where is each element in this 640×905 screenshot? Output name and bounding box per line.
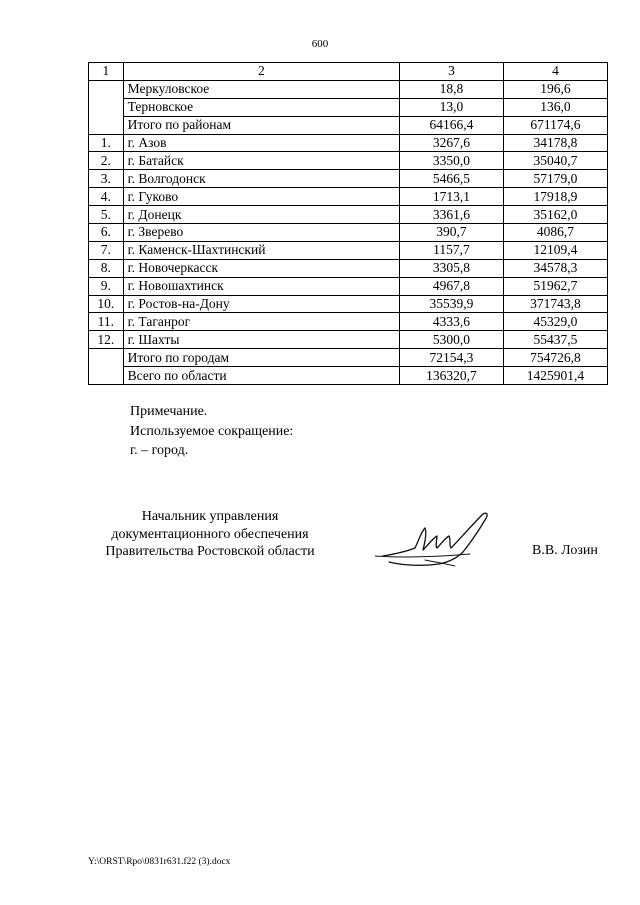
signatory-title-line-3: Правительства Ростовской области bbox=[105, 544, 315, 559]
row-name-cell: г. Таганрог bbox=[123, 313, 399, 331]
row-name-cell: г. Каменск-Шахтинский bbox=[123, 241, 399, 259]
row-name-cell: Меркуловское bbox=[123, 80, 399, 98]
row-number-cell: 12. bbox=[89, 331, 124, 349]
row-name-cell: Итого по районам bbox=[123, 116, 399, 134]
row-number-cell bbox=[89, 349, 124, 385]
row-value-2-cell: 17918,9 bbox=[503, 188, 607, 206]
row-number-cell: 9. bbox=[89, 277, 124, 295]
row-value-1-cell: 72154,3 bbox=[399, 349, 503, 367]
header-cell-1: 1 bbox=[89, 63, 124, 81]
row-number-cell: 8. bbox=[89, 259, 124, 277]
row-number-cell: 4. bbox=[89, 188, 124, 206]
row-value-1-cell: 18,8 bbox=[399, 80, 503, 98]
row-number-cell: 3. bbox=[89, 170, 124, 188]
header-cell-2: 2 bbox=[123, 63, 399, 81]
signature-block bbox=[0, 508, 640, 578]
row-value-1-cell: 390,7 bbox=[399, 224, 503, 242]
row-name-cell: Терновское bbox=[123, 98, 399, 116]
table-header-row bbox=[89, 63, 608, 81]
row-name-cell: г. Шахты bbox=[123, 331, 399, 349]
row-value-1-cell: 136320,7 bbox=[399, 367, 503, 385]
row-number-cell: 2. bbox=[89, 152, 124, 170]
note-abbreviation-label: Используемое сокращение: bbox=[130, 423, 294, 439]
table-row bbox=[89, 241, 608, 259]
row-value-2-cell: 371743,8 bbox=[503, 295, 607, 313]
row-value-2-cell: 34578,3 bbox=[503, 259, 607, 277]
row-number-cell: 1. bbox=[89, 134, 124, 152]
row-name-cell: г. Донецк bbox=[123, 206, 399, 224]
table-row bbox=[89, 98, 608, 116]
header-cell-3: 3 bbox=[399, 63, 503, 81]
row-name-cell: г. Азов bbox=[123, 134, 399, 152]
row-value-1-cell: 5300,0 bbox=[399, 331, 503, 349]
row-name-cell: г. Гуково bbox=[123, 188, 399, 206]
table-row bbox=[89, 259, 608, 277]
row-number-cell: 11. bbox=[89, 313, 124, 331]
row-name-cell: г. Новочеркасск bbox=[123, 259, 399, 277]
data-table bbox=[88, 62, 608, 385]
row-value-1-cell: 3350,0 bbox=[399, 152, 503, 170]
row-value-1-cell: 35539,9 bbox=[399, 295, 503, 313]
row-value-1-cell: 4967,8 bbox=[399, 277, 503, 295]
row-name-cell: г. Ростов-на-Дону bbox=[123, 295, 399, 313]
table-row bbox=[89, 188, 608, 206]
row-value-2-cell: 671174,6 bbox=[503, 116, 607, 134]
row-number-cell: 5. bbox=[89, 206, 124, 224]
row-value-1-cell: 5466,5 bbox=[399, 170, 503, 188]
handwritten-signature-icon bbox=[375, 510, 505, 572]
signatory-title-line-1: Начальник управления bbox=[141, 509, 279, 524]
row-value-2-cell: 136,0 bbox=[503, 98, 607, 116]
table-row bbox=[89, 134, 608, 152]
row-name-cell: г. Новошахтинск bbox=[123, 277, 399, 295]
table-row bbox=[89, 313, 608, 331]
table-row bbox=[89, 277, 608, 295]
row-value-1-cell: 64166,4 bbox=[399, 116, 503, 134]
signatory-title-line-2: документационного обеспечения bbox=[111, 526, 309, 542]
signatory-title bbox=[60, 508, 360, 561]
row-value-2-cell: 35162,0 bbox=[503, 206, 607, 224]
row-value-2-cell: 4086,7 bbox=[503, 224, 607, 242]
row-value-2-cell: 1425901,4 bbox=[503, 367, 607, 385]
row-value-2-cell: 196,6 bbox=[503, 80, 607, 98]
table-row bbox=[89, 224, 608, 242]
signatory-name: В.В. Лозин bbox=[532, 543, 598, 558]
note-abbreviation: г. – город. bbox=[130, 443, 189, 458]
table-row bbox=[89, 367, 608, 385]
header-cell-4: 4 bbox=[503, 63, 607, 81]
table-row bbox=[89, 331, 608, 349]
row-name-cell: г. Зверево bbox=[123, 224, 399, 242]
table-row bbox=[89, 152, 608, 170]
row-value-2-cell: 57179,0 bbox=[503, 170, 607, 188]
row-number-cell bbox=[89, 80, 124, 134]
table-row bbox=[89, 349, 608, 367]
row-name-cell: г. Батайск bbox=[123, 152, 399, 170]
page-number: 600 bbox=[311, 38, 329, 50]
row-value-1-cell: 13,0 bbox=[399, 98, 503, 116]
table-row bbox=[89, 206, 608, 224]
row-name-cell: Итого по городам bbox=[123, 349, 399, 367]
table-row bbox=[89, 295, 608, 313]
row-value-2-cell: 754726,8 bbox=[503, 349, 607, 367]
footer-file-path: Y:\ORST\Rpo\0831r631.f22 (3).docx bbox=[88, 857, 231, 867]
row-value-1-cell: 4333,6 bbox=[399, 313, 503, 331]
row-number-cell: 6. bbox=[89, 224, 124, 242]
row-value-2-cell: 35040,7 bbox=[503, 152, 607, 170]
table-row bbox=[89, 80, 608, 98]
row-value-1-cell: 3361,6 bbox=[399, 206, 503, 224]
row-number-cell: 7. bbox=[89, 241, 124, 259]
row-name-cell: г. Волгодонск bbox=[123, 170, 399, 188]
note-heading: Примечание. bbox=[130, 404, 208, 419]
row-value-2-cell: 51962,7 bbox=[503, 277, 607, 295]
row-value-1-cell: 3267,6 bbox=[399, 134, 503, 152]
row-value-1-cell: 1713,1 bbox=[399, 188, 503, 206]
row-value-1-cell: 1157,7 bbox=[399, 241, 503, 259]
row-value-2-cell: 34178,8 bbox=[503, 134, 607, 152]
row-value-1-cell: 3305,8 bbox=[399, 259, 503, 277]
row-value-2-cell: 45329,0 bbox=[503, 313, 607, 331]
row-value-2-cell: 12109,4 bbox=[503, 241, 607, 259]
row-name-cell: Всего по области bbox=[123, 367, 399, 385]
table-row bbox=[89, 116, 608, 134]
table-row bbox=[89, 170, 608, 188]
row-value-2-cell: 55437,5 bbox=[503, 331, 607, 349]
note-block bbox=[130, 402, 293, 461]
row-number-cell: 10. bbox=[89, 295, 124, 313]
